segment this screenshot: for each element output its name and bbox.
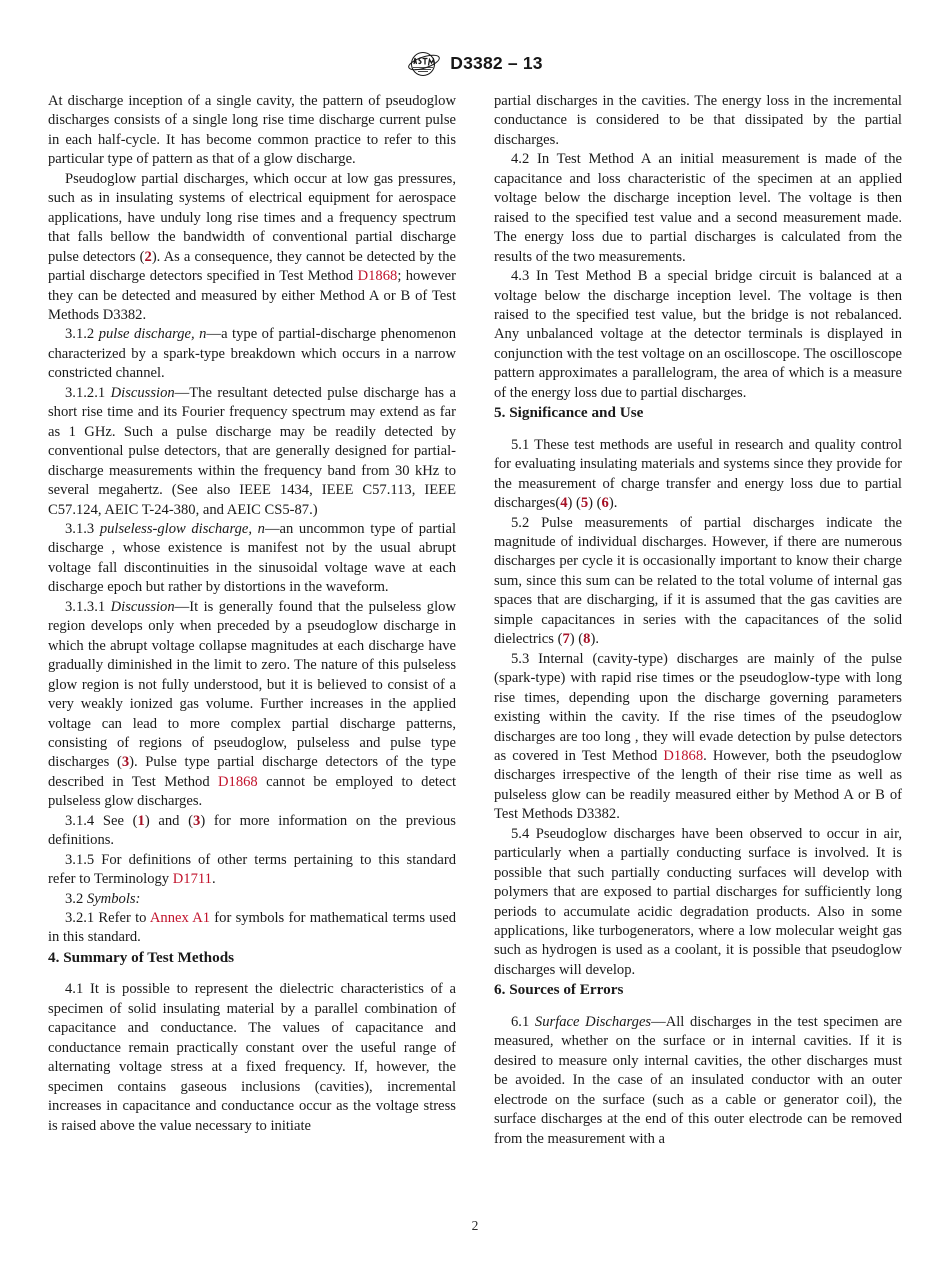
text-run: ). As a consequence, they cannot be detected by the partial discharge detectors specified in Test Method — [48, 248, 456, 285]
paragraph-3-1-5 — [48, 851, 456, 890]
text-run: ) ( — [569, 631, 584, 648]
citation-3[interactable]: 3 — [193, 812, 201, 829]
text-run: ) for more information on the previous definitions. — [48, 812, 456, 849]
text-run: —All discharges in the test specimen are measured, whether on the surface or in internal cavities. If it is desired to measure only internal cavities, the other discharges must be avoided. In the case of an insulated conductor with an outer electrode on the surface (such as a cable or generator coil), the surface discharges at the end of this outer electrode can be removed from the measurement with a — [494, 1013, 903, 1147]
clause-number: 3.2 — [65, 890, 84, 907]
heading-4-summary-of-test-methods: 4. Summary of Test Methods — [48, 948, 235, 966]
paragraph-5-2 — [494, 514, 902, 650]
defined-term: pulseless-glow discharge, n — [99, 520, 265, 537]
paragraph-pseudoglow — [48, 170, 456, 326]
text-run: ) ( — [567, 495, 581, 512]
paragraph-5-3 — [494, 650, 902, 825]
text-run: ). — [590, 631, 599, 648]
paragraph-3-1-2 — [48, 325, 456, 383]
defined-term: Discussion — [110, 384, 175, 401]
clause-number: 3.1.3 — [65, 520, 95, 537]
citation-1[interactable]: 1 — [137, 812, 145, 829]
paragraph-continuation: At discharge inception of a single cavity, the pattern of pseudoglow discharges consists of a single long rise time discharge current pulse in each half-cycle. It has become common practice to refer to this particular type of pattern as that of a glow discharge. — [48, 93, 456, 168]
text-run: ). — [608, 495, 618, 512]
text-run: ) and ( — [144, 812, 194, 829]
defined-term: Discussion — [110, 598, 175, 615]
text-run: —a type of partial-discharge phenomenon characterized by a spark-type breakdown which occurs in a narrow constricted channel. — [48, 326, 457, 382]
paragraph-3-1-3 — [48, 520, 456, 598]
citation-6[interactable]: 6 — [601, 495, 609, 512]
text-run: 5.3 Internal (cavity-type) discharges are mainly of the pulse (spark-type) with rapid rise times or the pseudoglow-type with long rise times, depending upon the discharge governing parameters existing within the cavity. If the rise times of the pseudoglow discharges are too long , they will evade detection by pulse detectors as covered in Test Method — [494, 650, 902, 764]
text-run: —an uncommon type of partial discharge , whose existence is manifest not by the usual abrupt voltage fall discontinuities in the sinusoidal voltage wave at each discharge epoch but rather by distortions in the waveform. — [48, 520, 457, 596]
left-column — [48, 92, 456, 1202]
text-run: ) ( — [588, 495, 602, 512]
paragraph-continuation: partial discharges in the cavities. The energy loss in the incremental conductance is considered to be that dissipated by the partial discharges. — [494, 93, 902, 148]
text-run: 5.1 These test methods are useful in research and quality control for evaluating insulating materials and systems since they provide for the measurement of charge transfer and energy loss due to partial discharges( — [494, 436, 902, 512]
text-run: —It is generally found that the pulseless glow region develops only when preceded by a pseudoglow discharge in which the abrupt voltage collapse magnitudes at each discharge have gradually diminished in the limit to zero. The nature of this pulseless glow region is not fully understood, but it is believed to consist of a very weakly ionized gas volume. Further increases in the applied voltage can lead to more complex partial discharge patterns, consisting of regions of pseudoglow, pulseless and pulse type discharges ( — [48, 598, 456, 771]
clause-number: 3.1.3.1 — [65, 598, 106, 615]
citation-5[interactable]: 5 — [580, 495, 589, 512]
text-run: ; however they can be detected and measured by either Method A or B of Test Methods D3382. — [48, 268, 456, 323]
clause-number: 3.1.2.1 — [65, 384, 106, 401]
page-header — [0, 46, 950, 80]
citation-4[interactable]: 4 — [560, 495, 568, 512]
link-annex-a1[interactable]: Annex A1 — [149, 910, 211, 927]
right-column — [494, 92, 902, 1202]
clause-number: 3.1.2 — [65, 326, 95, 343]
defined-term: Symbols: — [86, 890, 141, 907]
paragraph-5-4: 5.4 Pseudoglow discharges have been observed to occur in air, particularly when a partially conducting surface is involved. It is possible that such partially conducting surfaces will develop with polymers that are exposed to partial discharges for sufficiently long periods to accumulate acidic degradation products. Also in some applications, like turbogenerators, where a low molecular weight gas such as hydrogen is used as a coolant, it is possible that pseudoglow discharges will develop. — [494, 825, 902, 978]
page-title: D3382 – 13 — [450, 52, 543, 73]
citation-3[interactable]: 3 — [121, 754, 130, 771]
text-run: 3.1.4 See ( — [65, 812, 138, 829]
paragraph-3-2-1 — [48, 909, 456, 948]
defined-term: pulse discharge, n — [98, 326, 207, 343]
text-run: . — [211, 871, 216, 888]
citation-2[interactable]: 2 — [144, 248, 152, 265]
defined-term: Surface Discharges — [534, 1013, 652, 1030]
clause-number: 6.1 — [511, 1013, 530, 1030]
page-footer — [0, 1218, 950, 1234]
page-number: 2 — [471, 1218, 479, 1233]
link-d1868[interactable]: D1868 — [357, 268, 398, 285]
text-run: Pseudoglow partial discharges, which occur at low gas pressures, such as in insulating systems of electrical equipment for aerospace applications, have unduly long rise times and a frequency spectrum that falls bellow the bandwidth of conventional partial discharge pulse detectors ( — [48, 170, 456, 265]
paragraph-3-2 — [48, 890, 456, 909]
citation-7[interactable]: 7 — [562, 631, 570, 648]
text-run: cannot be employed to detect pulseless glow discharges. — [48, 773, 457, 810]
paragraph-3-1-4 — [48, 812, 456, 851]
link-d1711[interactable]: D1711 — [172, 871, 212, 888]
text-run: ). Pulse type partial discharge detectors of the type described in Test Method — [48, 754, 456, 790]
paragraph-6-1 — [494, 1013, 902, 1149]
paragraph-4-2: 4.2 In Test Method A an initial measurement is made of the capacitance and loss characteristic of the specimen at an applied voltage below the discharge inception level. The voltage is then raised to the specified test value and a second measurement made. The energy loss due to partial discharges is calculated from the results of the two measurements. — [494, 151, 902, 265]
link-d1868[interactable]: D1868 — [663, 747, 704, 764]
text-run: 3.2.1 Refer to — [65, 910, 150, 927]
paragraph-4-3: 4.3 In Test Method B a special bridge circuit is balanced at a voltage below the discharge inception level. The voltage is then raised to the specified test value, but the bridge is not rebalanced. Any unbalanced voltage at the detector terminals is displayed in conjunction with the test voltage on an oscilloscope. The oscilloscope pattern approximates a parallelogram, the area of which is a measure of the energy loss due to partial discharges. — [494, 268, 902, 401]
heading-6-sources-of-errors: 6. Sources of Errors — [494, 981, 624, 999]
text-run: for symbols for mathematical terms used in this standard. — [48, 910, 456, 946]
citation-8[interactable]: 8 — [583, 631, 591, 648]
astm-logo-icon — [407, 49, 441, 77]
paragraph-3-1-3-1 — [48, 598, 456, 812]
text-run: . However, both the pseudoglow discharges irrespective of the length of their rise time as well as pulseless glow can be readily measured either by Method A or B of Test Methods D3382. — [494, 747, 902, 823]
paragraph-3-1-2-1 — [48, 384, 456, 520]
heading-5-significance-and-use: 5. Significance and Use — [494, 404, 644, 422]
text-run: —The resultant detected pulse discharge has a short rise time and its Fourier frequency spectrum may extend as far as 1 GHz. Such a pulse discharge may be readily detected by conventional pulse detectors, that are generally designed for partial-discharge measurements within the frequency band from 30 kHz to several megahertz. (See also IEEE 1434, IEEE C57.113, IEEE C57.124, AEIC T-24-380, and AEIC CS5-87.) — [48, 384, 456, 518]
paragraph-5-1 — [494, 436, 902, 514]
paragraph-4-1: 4.1 It is possible to represent the dielectric characteristics of a specimen of solid insulating material by a parallel combination of capacitance and conductance. The values of capacitance and conductance remain practically constant over the useful range of alternating voltage stress at a fixed frequency. If, however, the specimen contains gaseous inclusions (cavities), incremental increases in capacitance and conductance occur as the voltage stress is raised above the value necessary to initiate — [48, 981, 456, 1134]
text-run: 5.2 Pulse measurements of partial discharges indicate the magnitude of individual discharges. However, if there are numerous discharges per cycle it is occasionally important to know their charge sum, since this sum can be related to the total volume of internal gas spaces that are discharging, if it is assumed that the gas cavities are simple capacitances in series with the capacitances of the solid dielectrics ( — [494, 514, 902, 648]
link-d1868[interactable]: D1868 — [218, 773, 258, 790]
two-column-body — [48, 92, 902, 1202]
text-run: 3.1.5 For definitions of other terms pertaining to this standard refer to Terminology — [48, 851, 456, 888]
